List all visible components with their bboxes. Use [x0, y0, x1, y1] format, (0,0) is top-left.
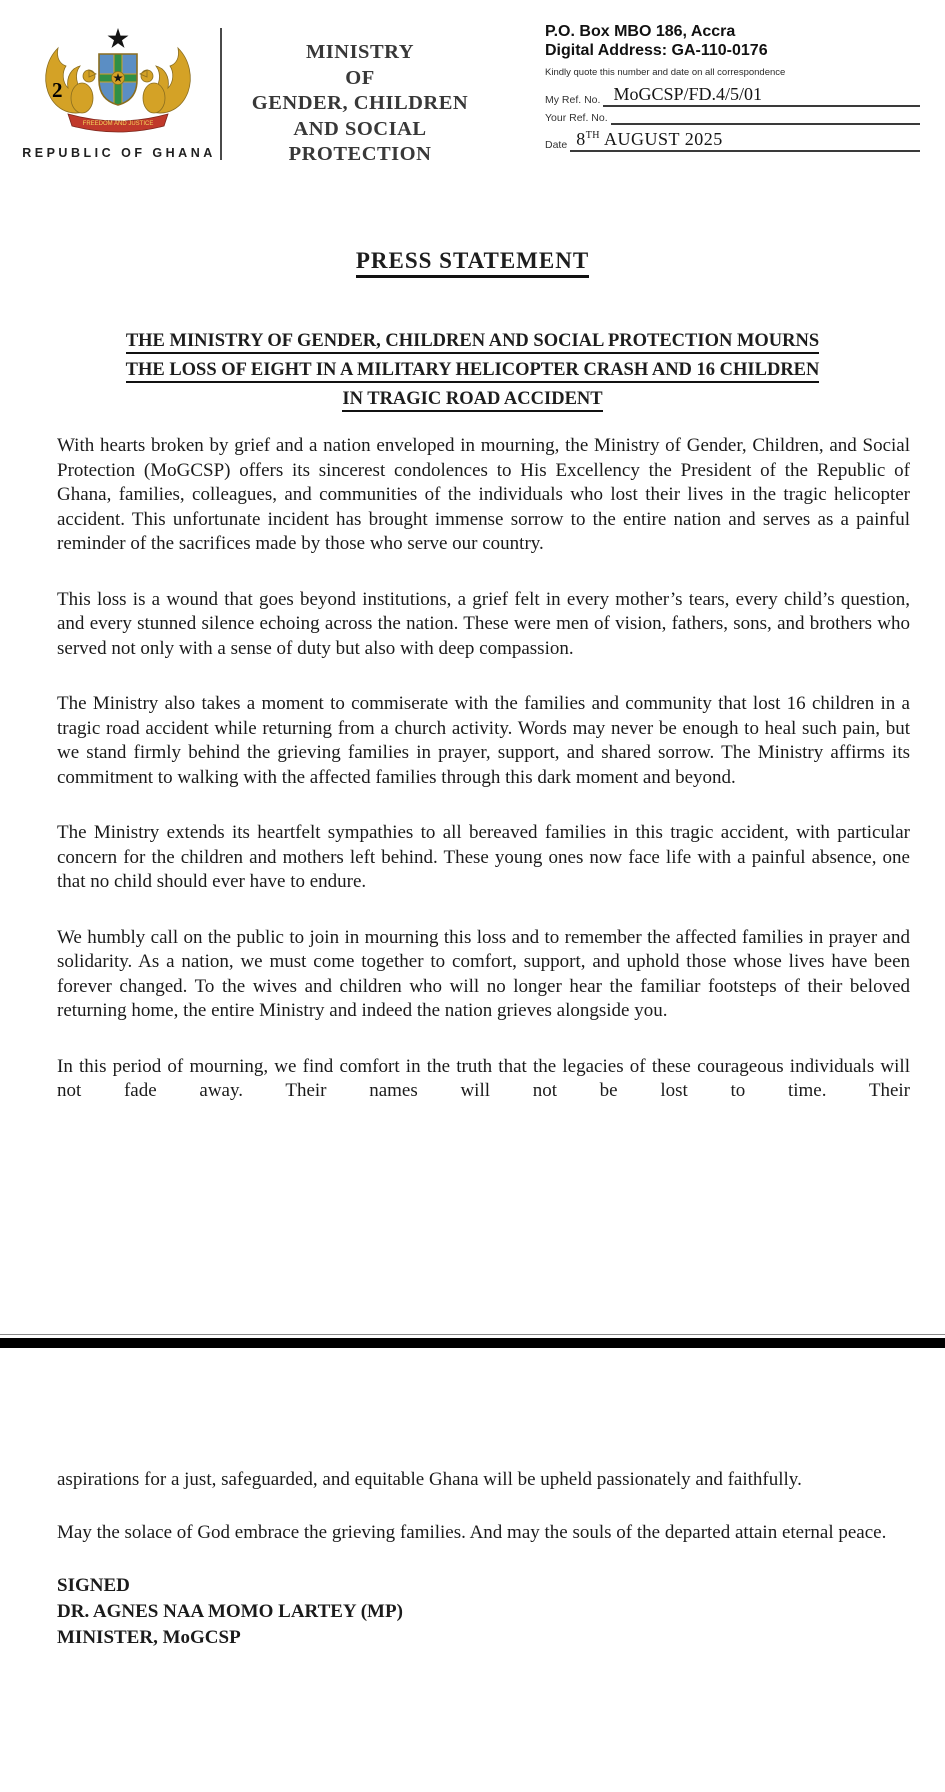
svg-text:FREEDOM AND JUSTICE: FREEDOM AND JUSTICE — [82, 121, 154, 127]
your-ref-row — [545, 111, 920, 125]
paragraph: We humbly call on the public to join in mourning this loss and to remember the affected families in prayer and solidarity. As a nation, we must come together to comfort, support, and uphold those whose lives have been forever changed. To the wives and children who will no longer hear the familiar footsteps of their beloved returning home, the entire Ministry and indeed the nation grieves alongside you. — [57, 926, 910, 1021]
your-ref-line — [611, 111, 920, 125]
body-page1 — [57, 434, 910, 1135]
your-ref-label: Your Ref. No. — [545, 112, 608, 124]
paragraph: The Ministry also takes a moment to commiserate with the families and community that lost 16 children in a tragic road accident while returning from a church activity. Words may never be enough to heal such pain, but we stand firmly behind the grieving families in prayer, support, and shared sorrow. The Ministry affirms its commitment to walking with the affected families through this dark moment and beyond. — [57, 693, 910, 788]
paragraph: May the solace of God embrace the grieving families. And may the souls of the departed attain eternal peace. — [57, 1521, 887, 1543]
coat-of-arms — [18, 24, 220, 166]
paragraph: The Ministry extends its heartfelt sympathies to all bereaved families in this tragic accident, with particular concern for the children and mothers left behind. These young ones now face life with a painful absence, one that no child should ever have to endure. — [57, 822, 910, 892]
republic-of-ghana-label: REPUBLIC OF GHANA — [22, 146, 216, 160]
minister-name: DR. AGNES NAA MOMO LARTEY (MP) — [57, 1601, 403, 1622]
paragraph: In this period of mourning, we find comfort in the truth that the legacies of these courageous individuals will not fade away. Their names will not be lost to time. Their — [57, 1055, 910, 1101]
body-page2 — [57, 1468, 910, 1651]
my-ref-line — [603, 84, 920, 107]
my-ref-label: My Ref. No. — [545, 94, 601, 106]
shield-icon — [99, 54, 137, 106]
contact-block — [545, 22, 920, 152]
ministry-title-line: OF — [345, 66, 375, 89]
document-title-row — [0, 248, 945, 274]
press-statement-title: PRESS STATEMENT — [356, 248, 589, 278]
my-ref-value: MoGCSP/FD.4/5/01 — [613, 84, 762, 104]
correspondence-note: Kindly quote this number and date on all correspondence — [545, 67, 786, 78]
eagle-right-icon — [140, 48, 190, 113]
date-line — [570, 126, 920, 152]
ministry-title-line: MINISTRY — [305, 41, 415, 63]
ministry-title — [228, 40, 492, 168]
date-label: Date — [545, 139, 568, 151]
paragraph: With hearts broken by grief and a nation enveloped in mourning, the Ministry of Gender, Children, and Social Protection (MoGCSP) offers its sincerest condolences to His Excellency the President of the Republic of Ghana, families, colleagues, and communities of the individuals who lost their lives in the tragic helicopter accident. This unfortunate incident has brought immense sorrow to the entire nation and serves as a painful reminder of the sacrifices made by those who serve our country. — [57, 435, 910, 554]
po-box: P.O. Box MBO 186, Accra — [545, 23, 736, 40]
signature-block — [57, 1573, 910, 1651]
my-ref-row — [545, 84, 920, 107]
page-number: 2 — [52, 78, 63, 102]
headline-line: IN TRAGIC ROAD ACCIDENT — [342, 389, 602, 412]
minister-role: MINISTER, MoGCSP — [57, 1627, 241, 1648]
date-row — [545, 126, 920, 152]
black-star-icon — [108, 28, 129, 48]
date-value: 8TH AUGUST 2025 — [576, 129, 723, 149]
ministry-title-line: AND SOCIAL — [293, 117, 427, 140]
page-break-bar — [0, 1338, 945, 1348]
headline-line: THE MINISTRY OF GENDER, CHILDREN AND SOCIAL PROTECTION MOURNS — [126, 331, 819, 354]
paragraph: This loss is a wound that goes beyond institutions, a grief felt in every mother’s tears, every child’s question, and every stunned silence echoing across the nation. These were men of vision, fathers, sons, and brothers who served not only with a sense of duty but also with deep compassion. — [57, 588, 910, 659]
headline — [0, 331, 945, 418]
ministry-title-line: GENDER, CHILDREN — [251, 92, 469, 114]
digital-address: Digital Address: GA-110-0176 — [545, 42, 768, 59]
paragraph: aspirations for a just, safeguarded, and equitable Ghana will be upheld passionately and faithfully. — [57, 1469, 802, 1490]
scan-edge-line — [0, 1334, 945, 1335]
ministry-title-line: PROTECTION — [288, 143, 432, 165]
headline-line: THE LOSS OF EIGHT IN A MILITARY HELICOPTER CRASH AND 16 CHILDREN — [126, 360, 820, 383]
signed-label: SIGNED — [57, 1575, 130, 1596]
letterhead-divider — [220, 28, 222, 160]
motto-ribbon-icon — [68, 114, 168, 132]
